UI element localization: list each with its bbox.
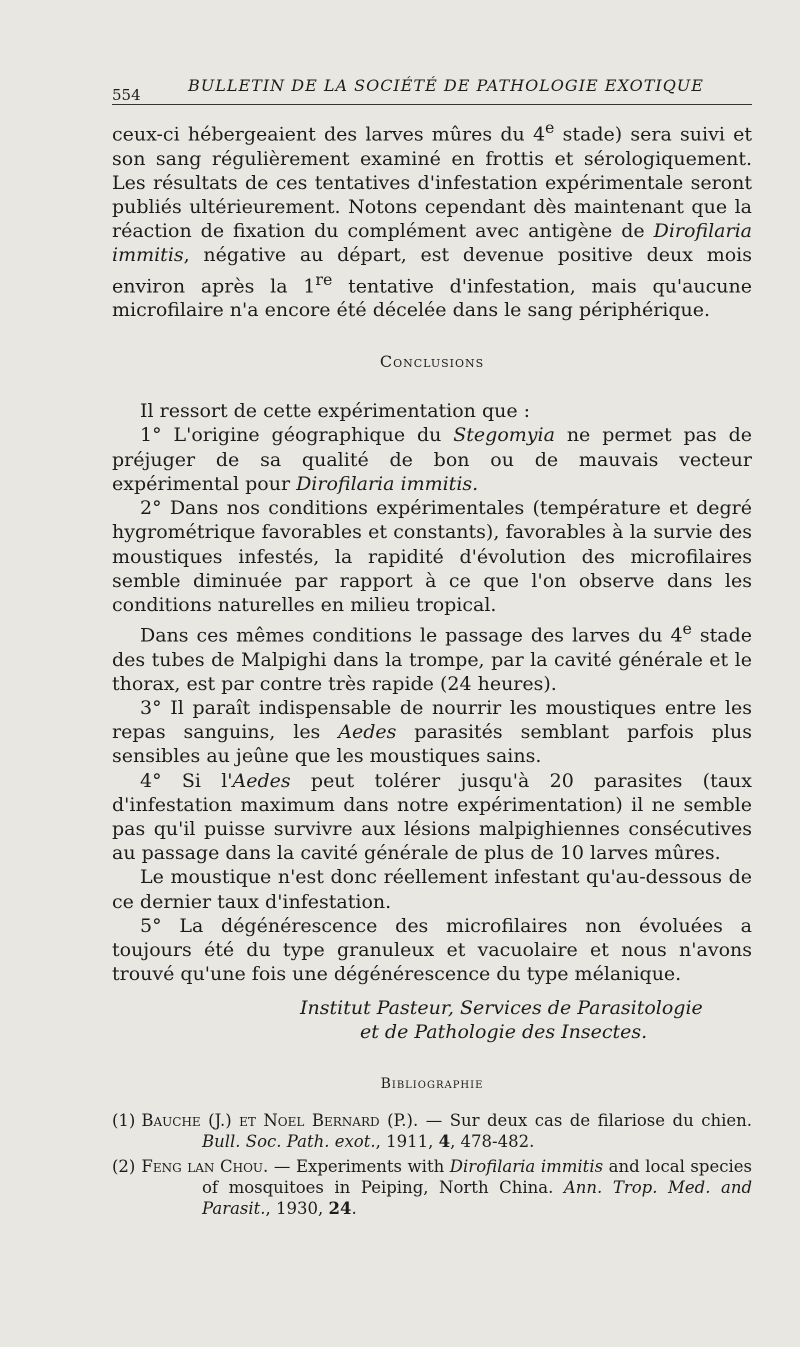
body-text xyxy=(112,116,752,1223)
page-number: 554 xyxy=(112,86,141,104)
conclusion-5: 5° La dégénérescence des microfilaires non évoluées a toujours été du type granuleux et vacuolaire et nous n'avons trouvé qu'une fois une dégénérescence du type mélanique. xyxy=(112,914,752,986)
running-header xyxy=(112,74,752,106)
conclusion-4: 4° Si l'Aedes peut tolérer jusqu'à 20 parasites (taux d'infestation maximum dans notre expérimentation) il ne semble pas qu'il puisse survivre aux lésions malpighiennes consécutives au passage dans la cavité générale de plus de 10 larves mûres. xyxy=(112,769,752,865)
conclusion-4-continued: Le moustique n'est donc réellement infestant qu'au-dessous de ce dernier taux d'infestation. xyxy=(112,866,752,913)
conclusions-heading: Conclusions xyxy=(379,352,485,372)
conclusions-lead: Il ressort de cette expérimentation que : xyxy=(140,400,531,423)
reference-1: (1) Bauche (J.) et Noel Bernard (P.). — Sur deux cas de filariose du chien. Bull. Soc. Path. exot., 1911, 4, 478-482. xyxy=(112,1111,752,1152)
reference-2: (2) Feng lan Chou. — Experiments with Dirofilaria immitis and local species of mosquitoes in Peiping, North China. Ann. Trop. Med. and Parasit., 1930, 24. xyxy=(112,1157,753,1219)
signature-line-1: Institut Pasteur, Services de Parasitologie xyxy=(300,997,703,1020)
journal-title: BULLETIN DE LA SOCIÉTÉ DE PATHOLOGIE EXOTIQUE xyxy=(188,76,704,95)
bibliography-heading: Bibliographie xyxy=(380,1076,484,1093)
header-rule xyxy=(112,104,752,105)
intro-paragraph: ceux-ci hébergeaient des larves mûres du 4e stade) sera suivi et son sang régulièrement examiné en frottis et sérologiquement. Les résultats de ces tentatives d'infestation expérimentale seront publiés ultérieurement. Notons cependant dès maintenant que la réaction de fixation du complément avec antigène de Dirofilaria immitis, négative au départ, est devenue positive deux mois environ après la 1re tentative d'infestation, mais qu'aucune microfilaire n'a encore été décelée dans le sang périphérique. xyxy=(112,118,752,322)
conclusion-3: 3° Il paraît indispensable de nourrir les moustiques entre les repas sanguins, les Aedes parasités semblant parfois plus sensibles au jeûne que les moustiques sains. xyxy=(112,697,752,768)
conclusion-2: 2° Dans nos conditions expérimentales (température et degré hygrométrique favorables et constants), favorables à la survie des moustiques infestés, la rapidité d'évolution des microfilaires semble diminuée par rapport à ce que l'on observe dans les conditions naturelles en milieu tropical. xyxy=(112,497,752,616)
conclusion-1: 1° L'origine géographique du Stegomyia ne permet pas de préjuger de sa qualité de bon ou de mauvais vecteur expérimental pour Dirofilaria immitis. xyxy=(112,424,753,495)
conclusion-2-continued: Dans ces mêmes conditions le passage des larves du 4e stade des tubes de Malpighi dans la trompe, par la cavité générale et le thorax, est par contre très rapide (24 heures). xyxy=(112,619,752,695)
institution-signature xyxy=(112,996,752,1044)
signature-line-2: et de Pathologie des Insectes. xyxy=(360,1021,648,1044)
